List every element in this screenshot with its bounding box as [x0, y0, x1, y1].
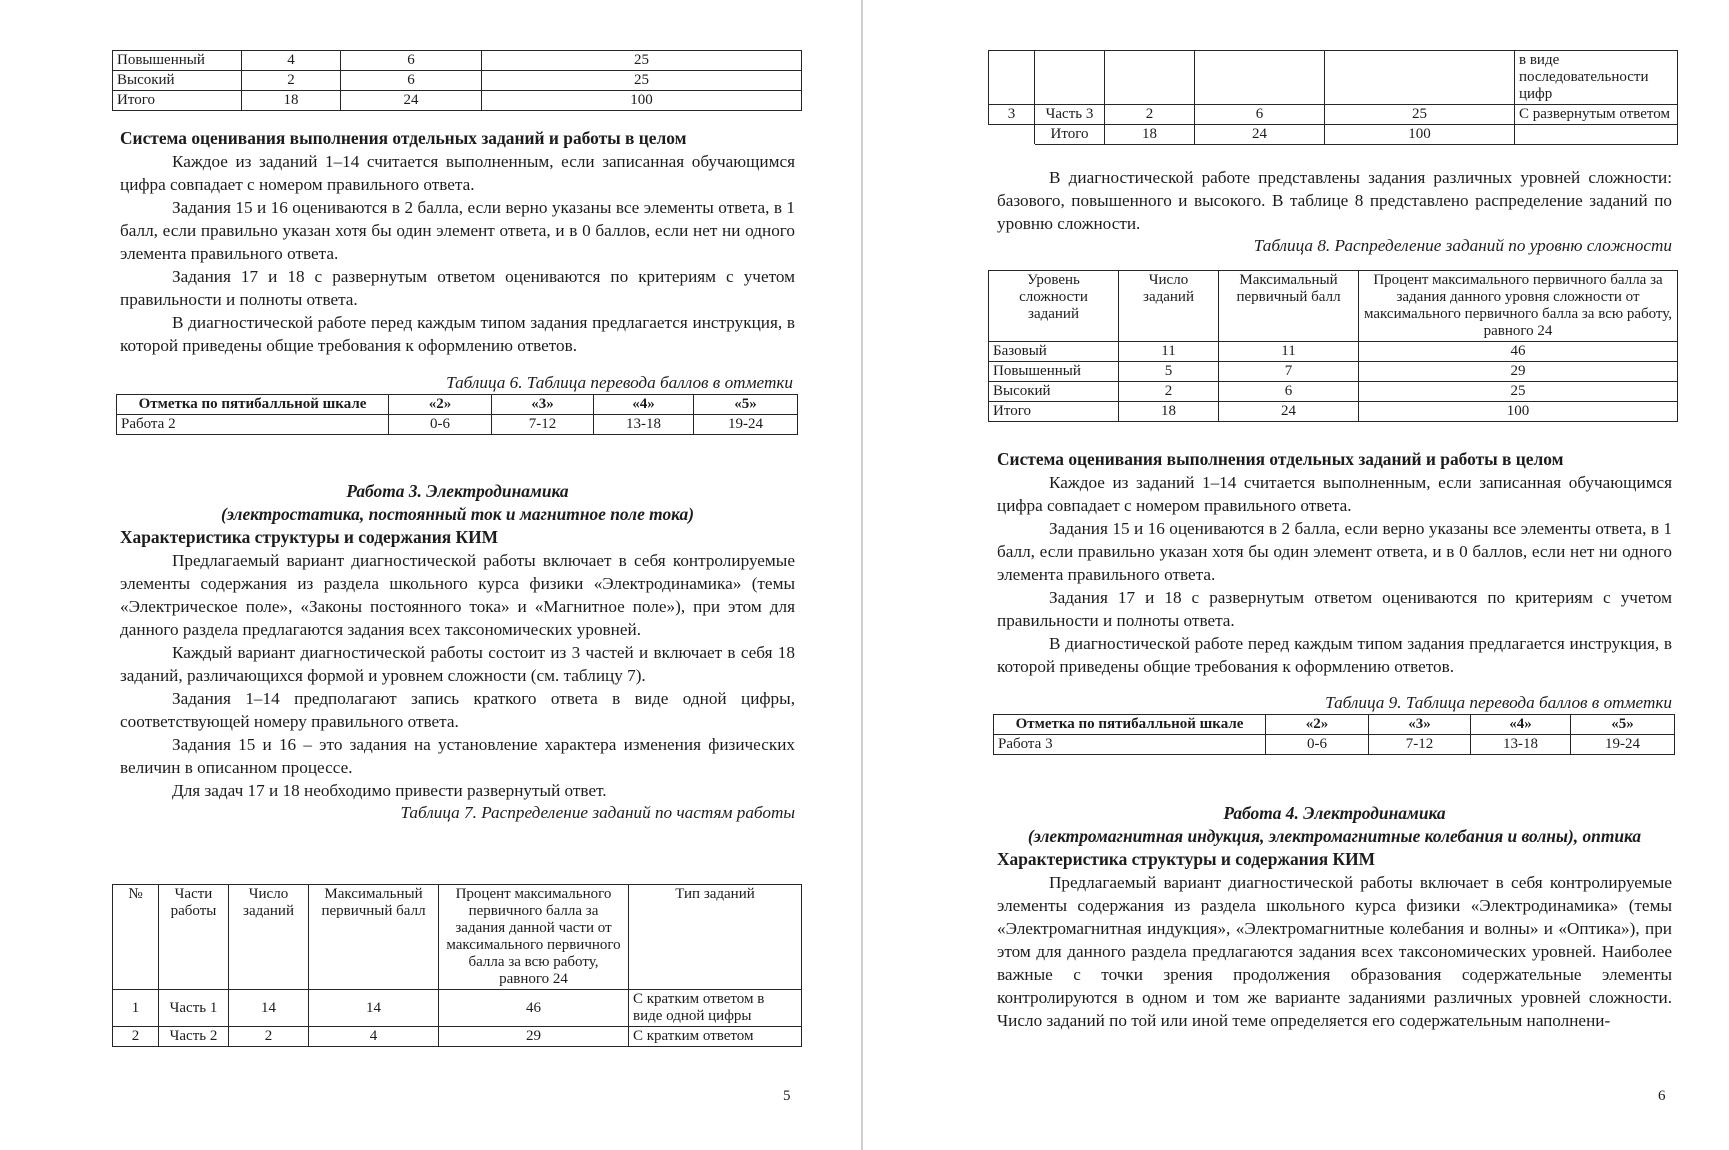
table-row — [989, 51, 1678, 105]
table-cell: 46 — [439, 990, 629, 1027]
table-row — [989, 125, 1678, 145]
table-cell: 25 — [1359, 382, 1678, 402]
table-cell: 24 — [1195, 125, 1325, 145]
table-cell: 7 — [1219, 362, 1359, 382]
table-cell — [1195, 51, 1325, 105]
table-cell — [1035, 51, 1105, 105]
table-row — [113, 71, 802, 91]
table-row — [989, 382, 1678, 402]
table7-caption: Таблица 7. Распределение заданий по частям работы — [400, 803, 795, 822]
table-header-row — [989, 271, 1678, 342]
section-heading-scoring: Система оценивания выполнения отдельных заданий и работы в целом — [997, 449, 1564, 469]
table-header-cell: «3» — [1369, 715, 1471, 735]
table-cell: 25 — [482, 51, 802, 71]
table-header-cell: Процент максимального первичного балла за задания данной части от максимального первичного балла за всю работу, равного 24 — [439, 885, 629, 990]
table-cell: Базовый — [989, 342, 1119, 362]
work4-title: Работа 4. Электродинамика — [1223, 803, 1446, 823]
table-cell: 0-6 — [1266, 735, 1369, 755]
table-cell: Высокий — [113, 71, 242, 91]
table9-caption: Таблица 9. Таблица перевода баллов в отметки — [1325, 693, 1672, 712]
table-cell: 18 — [1105, 125, 1195, 145]
paragraph: Предлагаемый вариант диагностической работы включает в себя контролируемые элементы содержания из раздела школьного курса физики «Электродинамика» (темы «Электромагнитная индукция», «Электромагнитные колебания и волны» и «Оптика»), при этом для данного раздела предлагаются задания всех таксономических уровней. Наиболее важные с точки зрения продолжения образования содержательные элементы контролируются в одном и том же варианте заданиями различных уровней сложности. Число заданий по той или иной теме определяется его содержательным наполнени- — [997, 873, 1672, 1030]
table-cell: 11 — [1219, 342, 1359, 362]
table-cell: С кратким ответом — [629, 1027, 802, 1047]
table-cell: Работа 3 — [994, 735, 1266, 755]
table-cell: С развернутым ответом — [1515, 105, 1678, 125]
table-cell: С кратким ответом в виде одной цифры — [629, 990, 802, 1027]
table-row — [113, 990, 802, 1027]
table-cell: 14 — [229, 990, 309, 1027]
table-header-cell: Максимальный первичный балл — [1219, 271, 1359, 342]
table-cell: 24 — [341, 91, 482, 111]
table-header-row — [117, 395, 798, 415]
table-cell: 25 — [482, 71, 802, 91]
distribution-table-continued — [112, 50, 802, 111]
table-cell: 2 — [229, 1027, 309, 1047]
section-heading-structure: Характеристика структуры и содержания КИМ — [997, 849, 1376, 869]
table-cell: 29 — [439, 1027, 629, 1047]
table-cell: 1 — [113, 990, 159, 1027]
table-cell: в виде последовательности цифр — [1515, 51, 1678, 105]
table-cell: Итого — [989, 402, 1119, 422]
table-header-row — [994, 715, 1675, 735]
table-cell: 6 — [341, 71, 482, 91]
paragraph: Каждый вариант диагностической работы состоит из 3 частей и включает в себя 18 заданий, различающихся формой и уровнем сложности (см. таблицу 7). — [120, 643, 795, 685]
table-row — [117, 415, 798, 435]
table-header-cell: Отметка по пятибалльной шкале — [117, 395, 389, 415]
table-row — [994, 735, 1675, 755]
section-heading-structure: Характеристика структуры и содержания КИМ — [120, 527, 499, 547]
table-cell: 6 — [1195, 105, 1325, 125]
table-cell: 18 — [242, 91, 341, 111]
table-cell: 29 — [1359, 362, 1678, 382]
table-header-cell: Тип заданий — [629, 885, 802, 990]
table-cell: Повышенный — [989, 362, 1119, 382]
table-cell: 100 — [1359, 402, 1678, 422]
table-cell: 4 — [309, 1027, 439, 1047]
paragraph: Задания 1–14 предполагают запись краткого ответа в виде одной цифры, соответствующей номеру правильного ответа. — [120, 689, 795, 731]
table-cell: 6 — [1219, 382, 1359, 402]
table-header-cell: Максимальный первичный балл — [309, 885, 439, 990]
table-header-cell: Уровень сложности заданий — [989, 271, 1119, 342]
table-cell: 100 — [1325, 125, 1515, 145]
table-cell: 0-6 — [389, 415, 492, 435]
paragraph: Задания 17 и 18 с развернутым ответом оцениваются по критериям с учетом правильности и полноты ответа. — [120, 267, 795, 309]
paragraph: Каждое из заданий 1–14 считается выполненным, если записанная обучающимся цифра совпадает с номером правильного ответа. — [120, 152, 795, 194]
paragraph: В диагностической работе перед каждым типом задания предлагается инструкция, в которой приведены общие требования к оформлению ответов. — [997, 634, 1672, 676]
table-cell: 100 — [482, 91, 802, 111]
right-page — [865, 0, 1729, 1150]
table-row — [989, 362, 1678, 382]
table-cell: 7-12 — [492, 415, 594, 435]
table-cell: 13-18 — [594, 415, 694, 435]
table-cell: 2 — [1105, 105, 1195, 125]
table7-parts-distribution — [112, 884, 802, 1047]
table-cell: Часть 3 — [1035, 105, 1105, 125]
table-header-row — [113, 885, 802, 990]
table-cell: 25 — [1325, 105, 1515, 125]
table-header-cell: Число заданий — [1119, 271, 1219, 342]
paragraph: Предлагаемый вариант диагностической работы включает в себя контролируемые элементы содержания из раздела школьного курса физики «Электродинамика» (темы «Электрическое поле», «Законы постоянного тока» и «Магнитное поле»), при этом для данного раздела предлагаются задания всех таксономических уровней. — [120, 551, 795, 639]
table6-caption: Таблица 6. Таблица перевода баллов в отметки — [446, 373, 793, 392]
table-cell — [1105, 51, 1195, 105]
table-header-cell: Отметка по пятибалльной шкале — [994, 715, 1266, 735]
table-cell: 6 — [341, 51, 482, 71]
table-header-cell: «4» — [1471, 715, 1571, 735]
table-cell: 4 — [242, 51, 341, 71]
table-cell: 14 — [309, 990, 439, 1027]
table-header-cell: Части работы — [159, 885, 229, 990]
table-cell: 19-24 — [694, 415, 798, 435]
table-header-cell: Процент максимального первичного балла за задания данного уровня сложности от максимального первичного балла за всю работу, равного 24 — [1359, 271, 1678, 342]
table7-continued — [988, 50, 1678, 145]
table-cell: 2 — [113, 1027, 159, 1047]
table-row — [113, 1027, 802, 1047]
table-header-cell: «4» — [594, 395, 694, 415]
table-cell: Часть 1 — [159, 990, 229, 1027]
table-cell: Повышенный — [113, 51, 242, 71]
table-cell: 5 — [1119, 362, 1219, 382]
paragraph: Задания 15 и 16 оцениваются в 2 балла, если верно указаны все элементы ответа, в 1 балл, если правильно указан хотя бы один элемент ответа, и в 0 баллов, если нет ни одного элемента правильного ответа. — [997, 519, 1672, 584]
table-row — [113, 51, 802, 71]
table-cell: 3 — [989, 105, 1035, 125]
table6-grade-conversion — [116, 394, 798, 435]
work3-subtitle: (электростатика, постоянный ток и магнитное поле тока) — [220, 504, 695, 524]
table-header-cell: «2» — [1266, 715, 1369, 735]
table-header-cell: «2» — [389, 395, 492, 415]
paragraph: Задания 15 и 16 – это задания на установление характера изменения физических величин в описанном процессе. — [120, 735, 795, 777]
paragraph: Каждое из заданий 1–14 считается выполненным, если записанная обучающимся цифра совпадает с номером правильного ответа. — [997, 473, 1672, 515]
table-cell — [1515, 125, 1678, 145]
table-cell — [989, 51, 1035, 105]
table-header-cell: «3» — [492, 395, 594, 415]
paragraph: Для задач 17 и 18 необходимо привести развернутый ответ. — [172, 781, 607, 800]
table9-grade-conversion — [993, 714, 1675, 755]
table-cell: Работа 2 — [117, 415, 389, 435]
table-cell: 13-18 — [1471, 735, 1571, 755]
table-cell: 19-24 — [1571, 735, 1675, 755]
work4-subtitle: (электромагнитная индукция, электромагнитные колебания и волны), оптика — [1027, 826, 1642, 846]
table-cell: 46 — [1359, 342, 1678, 362]
work3-title: Работа 3. Электродинамика — [346, 481, 569, 501]
table-row — [113, 91, 802, 111]
table-header-cell: «5» — [1571, 715, 1675, 735]
paragraph: Задания 15 и 16 оцениваются в 2 балла, если верно указаны все элементы ответа, в 1 балл, если правильно указан хотя бы один элемент ответа, и в 0 баллов, если нет ни одного элемента правильного ответа. — [120, 198, 795, 263]
page-gutter — [861, 0, 863, 1150]
table-header-cell: «5» — [694, 395, 798, 415]
table-cell: Итого — [1035, 125, 1105, 145]
table8-caption: Таблица 8. Распределение заданий по уровню сложности — [1253, 236, 1672, 255]
table-cell: Высокий — [989, 382, 1119, 402]
paragraph: В диагностической работе представлены задания различных уровней сложности: базового, повышенного и высокого. В таблице 8 представлено распределение заданий по уровню сложности. — [997, 168, 1672, 233]
table-header-cell: № — [113, 885, 159, 990]
table8-complexity-distribution — [988, 270, 1678, 422]
table-cell: 2 — [1119, 382, 1219, 402]
section-heading-scoring: Система оценивания выполнения отдельных заданий и работы в целом — [120, 128, 687, 148]
table-cell: 2 — [242, 71, 341, 91]
table-cell: 24 — [1219, 402, 1359, 422]
table-row — [989, 342, 1678, 362]
page-number: 5 — [783, 1088, 791, 1104]
table-cell — [989, 125, 1035, 145]
table-cell: 7-12 — [1369, 735, 1471, 755]
table-cell — [1325, 51, 1515, 105]
paragraph: Задания 17 и 18 с развернутым ответом оцениваются по критериям с учетом правильности и полноты ответа. — [997, 588, 1672, 630]
page-number: 6 — [1658, 1088, 1666, 1104]
table-header-cell: Число заданий — [229, 885, 309, 990]
table-row — [989, 105, 1678, 125]
table-cell: Часть 2 — [159, 1027, 229, 1047]
table-cell: Итого — [113, 91, 242, 111]
table-cell: 18 — [1119, 402, 1219, 422]
table-cell: 11 — [1119, 342, 1219, 362]
left-page — [0, 0, 864, 1150]
paragraph: В диагностической работе перед каждым типом задания предлагается инструкция, в которой приведены общие требования к оформлению ответов. — [120, 313, 795, 355]
table-row — [989, 402, 1678, 422]
